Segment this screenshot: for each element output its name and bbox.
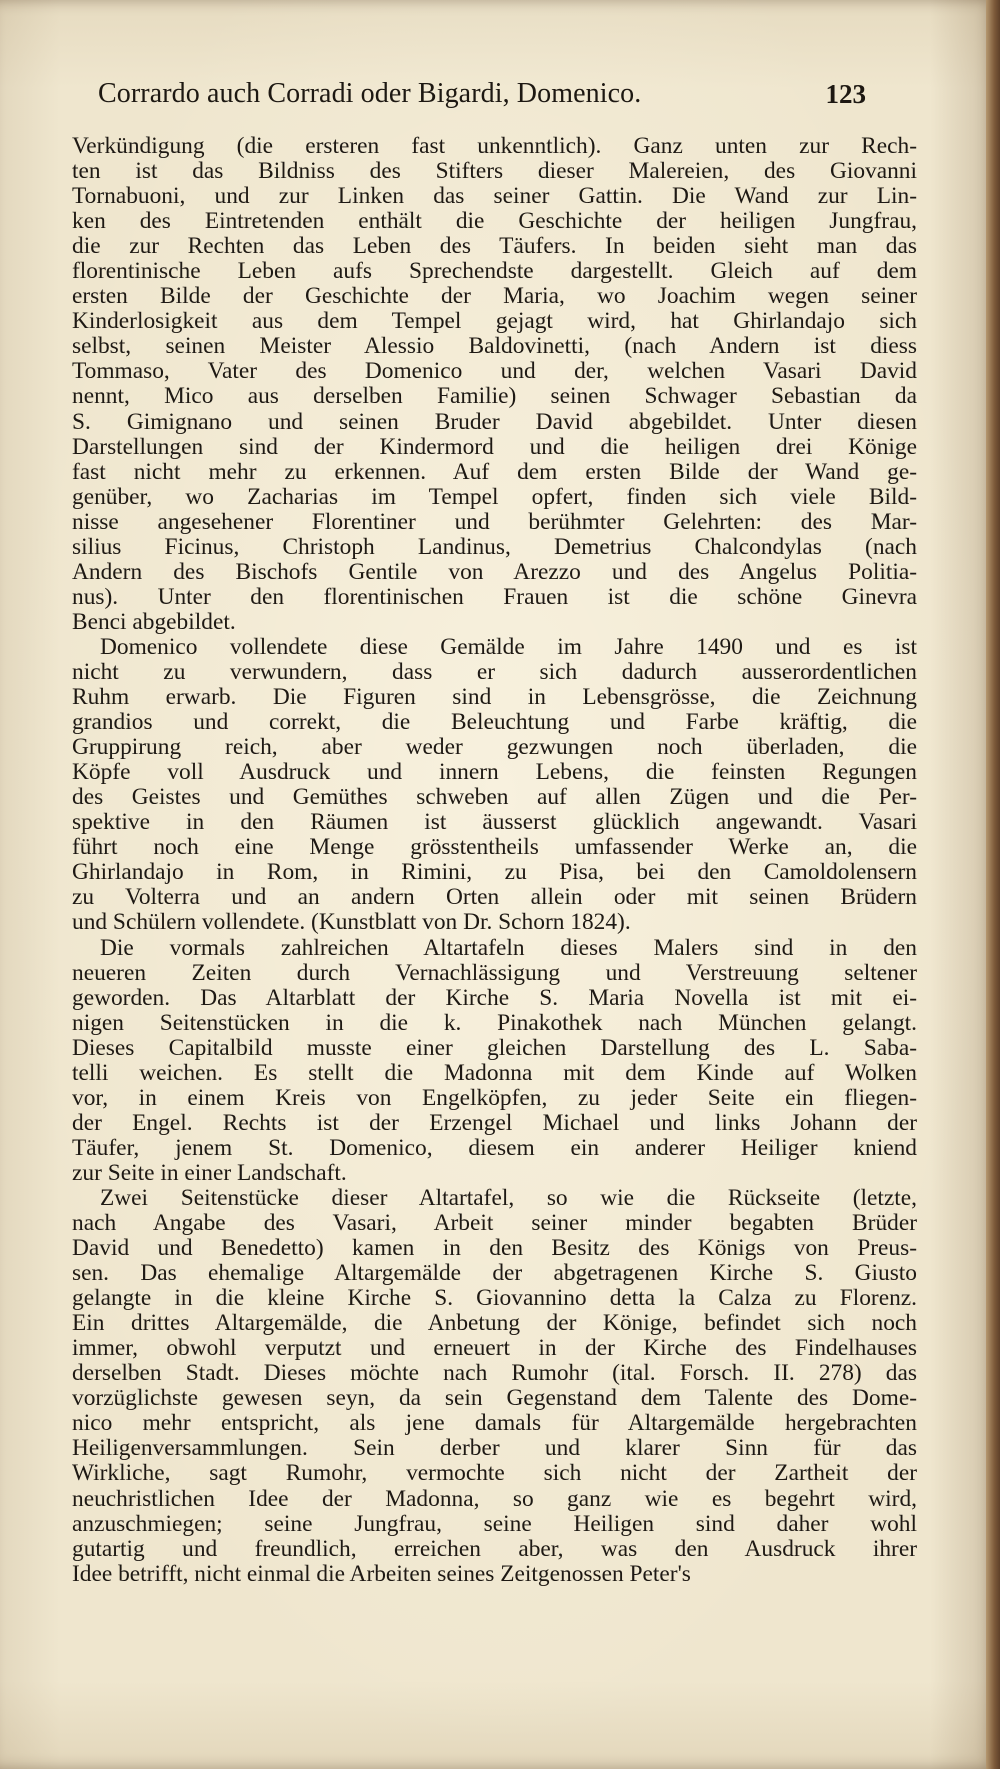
text-line: Wirkliche, sagt Rumohr, vermochte sich nicht der Zartheit der	[72, 1460, 917, 1487]
text-line: sen. Das ehemalige Altargemälde der abgetragenen Kirche S. Giusto	[72, 1260, 917, 1287]
paragraph	[72, 635, 917, 936]
text-line: Verkündigung (die ersteren fast unkenntlich). Ganz unten zur Rech-	[72, 133, 917, 159]
text-line: genüber, wo Zacharias im Tempel opfert, finden sich viele Bild-	[72, 483, 917, 510]
text-line: vorzüglichste gewesen seyn, da sein Gegenstand dem Talente des Dome-	[72, 1385, 917, 1412]
page-number: 123	[825, 79, 866, 109]
text-line: Dieses Capitalbild musste einer gleichen Darstellung des L. Saba-	[72, 1034, 917, 1061]
text-line: neuchristlichen Idee der Madonna, so ganz wie es begehrt wird,	[72, 1485, 917, 1512]
text-line: zu Volterra und an andern Orten allein oder mit seinen Brüdern	[72, 884, 917, 911]
text-line: silius Ficinus, Christoph Landinus, Demetrius Chalcondylas (nach	[72, 533, 917, 560]
page-edge	[986, 0, 1000, 1769]
text-line: führt noch eine Menge grösstentheils umfassender Werke an, die	[72, 834, 917, 861]
text-line: spektive in den Räumen ist äusserst glücklich angewandt. Vasari	[72, 809, 917, 836]
text-line: die zur Rechten das Leben des Täufers. In beiden sieht man das	[72, 233, 917, 260]
text-line: nigen Seitenstücken in die k. Pinakothek nach München gelangt.	[72, 1009, 917, 1036]
text-line: selbst, seinen Meister Alessio Baldovinetti, (nach Andern ist diess	[72, 333, 917, 360]
text-line: des Geistes und Gemüthes schweben auf allen Zügen und die Per-	[72, 784, 917, 811]
text-line: nicht zu verwundern, dass er sich dadurch ausserordentlichen	[72, 658, 917, 685]
text-line: Heiligenversammlungen. Sein derber und klarer Sinn für das	[72, 1435, 917, 1462]
text-line: neueren Zeiten durch Vernachlässigung und Verstreuung seltener	[72, 959, 917, 986]
text-line: Tornabuoni, und zur Linken das seiner Gattin. Die Wand zur Lin-	[72, 183, 917, 210]
paragraph	[72, 936, 917, 1186]
text-line: Andern des Bischofs Gentile von Arezzo und des Angelus Politia-	[72, 558, 917, 585]
text-line: nennt, Mico aus derselben Familie) seinen Schwager Sebastian da	[72, 383, 917, 410]
text-line: Ein drittes Altargemälde, die Anbetung der Könige, befindet sich noch	[72, 1310, 917, 1337]
text-line: nisse angesehener Florentiner und berühmter Gelehrten: des Mar-	[72, 508, 917, 535]
text-line: und Schülern vollendete. (Kunstblatt von Dr. Schorn 1824).	[72, 909, 631, 936]
text-line: Täufer, jenem St. Domenico, diesem ein anderer Heiliger kniend	[72, 1134, 917, 1161]
text-line: grandios und correkt, die Beleuchtung und Farbe kräftig, die	[72, 709, 917, 736]
text-line: Tommaso, Vater des Domenico und der, welchen Vasari David	[72, 358, 917, 385]
text-line: Ruhm erwarb. Die Figuren sind in Lebensgrösse, die Zeichnung	[72, 684, 917, 711]
text-line: Gruppirung reich, aber weder gezwungen noch überladen, die	[72, 734, 917, 761]
text-line: Zwei Seitenstücke dieser Altartafel, so wie die Rückseite (letzte,	[100, 1184, 917, 1211]
text-line: Benci abgebildet.	[72, 608, 236, 635]
text-line: immer, obwohl verputzt und erneuert in der Kirche des Findelhauses	[72, 1335, 917, 1362]
text-line: Idee betrifft, nicht einmal die Arbeiten seines Zeitgenossen Peter's	[72, 1560, 691, 1587]
text-line: nach Angabe des Vasari, Arbeit seiner minder begabten Brüder	[72, 1210, 917, 1237]
running-head: Corrardo auch Corradi oder Bigardi, Domenico.	[98, 78, 642, 109]
text-line: derselben Stadt. Dieses möchte nach Rumohr (ital. Forsch. II. 278) das	[72, 1360, 917, 1387]
text-line: zur Seite in einer Landschaft.	[72, 1159, 347, 1186]
text-line: gelangte in die kleine Kirche S. Giovannino detta la Calza zu Florenz.	[72, 1285, 917, 1312]
text-line: anzuschmiegen; seine Jungfrau, seine Heiligen sind daher wohl	[72, 1510, 917, 1537]
text-line: S. Gimignano und seinen Bruder David abgebildet. Unter diesen	[72, 408, 917, 435]
text-line: ersten Bilde der Geschichte der Maria, wo Joachim wegen seiner	[72, 283, 917, 310]
text-line: vor, in einem Kreis von Engelköpfen, zu jeder Seite ein fliegen-	[72, 1084, 917, 1111]
paragraph	[72, 134, 917, 635]
text-line: Die vormals zahlreichen Altartafeln dieses Malers sind in den	[100, 934, 917, 961]
text-line: Darstellungen sind der Kindermord und die heiligen drei Könige	[72, 433, 917, 460]
text-line: ken des Eintretenden enthält die Geschichte der heiligen Jungfrau,	[72, 208, 917, 235]
text-line: fast nicht mehr zu erkennen. Auf dem ersten Bilde der Wand ge-	[72, 458, 917, 485]
text-line: florentinische Leben aufs Sprechendste dargestellt. Gleich auf dem	[72, 258, 917, 285]
body-text	[72, 134, 917, 1587]
text-line: Kinderlosigkeit aus dem Tempel gejagt wird, hat Ghirlandajo sich	[72, 308, 917, 335]
text-line: ten ist das Bildniss des Stifters dieser Malereien, des Giovanni	[72, 158, 917, 185]
page-header	[98, 74, 866, 114]
text-line: Köpfe voll Ausdruck und innern Lebens, die feinsten Regungen	[72, 759, 917, 786]
text-line: nus). Unter den florentinischen Frauen ist die schöne Ginevra	[72, 583, 917, 610]
text-line: Ghirlandajo in Rom, in Rimini, zu Pisa, bei den Camoldolensern	[72, 859, 917, 886]
text-line: telli weichen. Es stellt die Madonna mit dem Kinde auf Wolken	[72, 1059, 917, 1086]
text-line: David und Benedetto) kamen in den Besitz des Königs von Preus-	[72, 1235, 917, 1262]
text-line: Domenico vollendete diese Gemälde im Jahre 1490 und es ist	[100, 633, 917, 660]
text-line: gutartig und freundlich, erreichen aber, was den Ausdruck ihrer	[72, 1535, 917, 1562]
paragraph	[72, 1186, 917, 1587]
text-line: der Engel. Rechts ist der Erzengel Michael und links Johann der	[72, 1109, 917, 1136]
text-line: geworden. Das Altarblatt der Kirche S. Maria Novella ist mit ei-	[72, 984, 917, 1011]
text-line: nico mehr entspricht, als jene damals für Altargemälde hergebrachten	[72, 1410, 917, 1437]
